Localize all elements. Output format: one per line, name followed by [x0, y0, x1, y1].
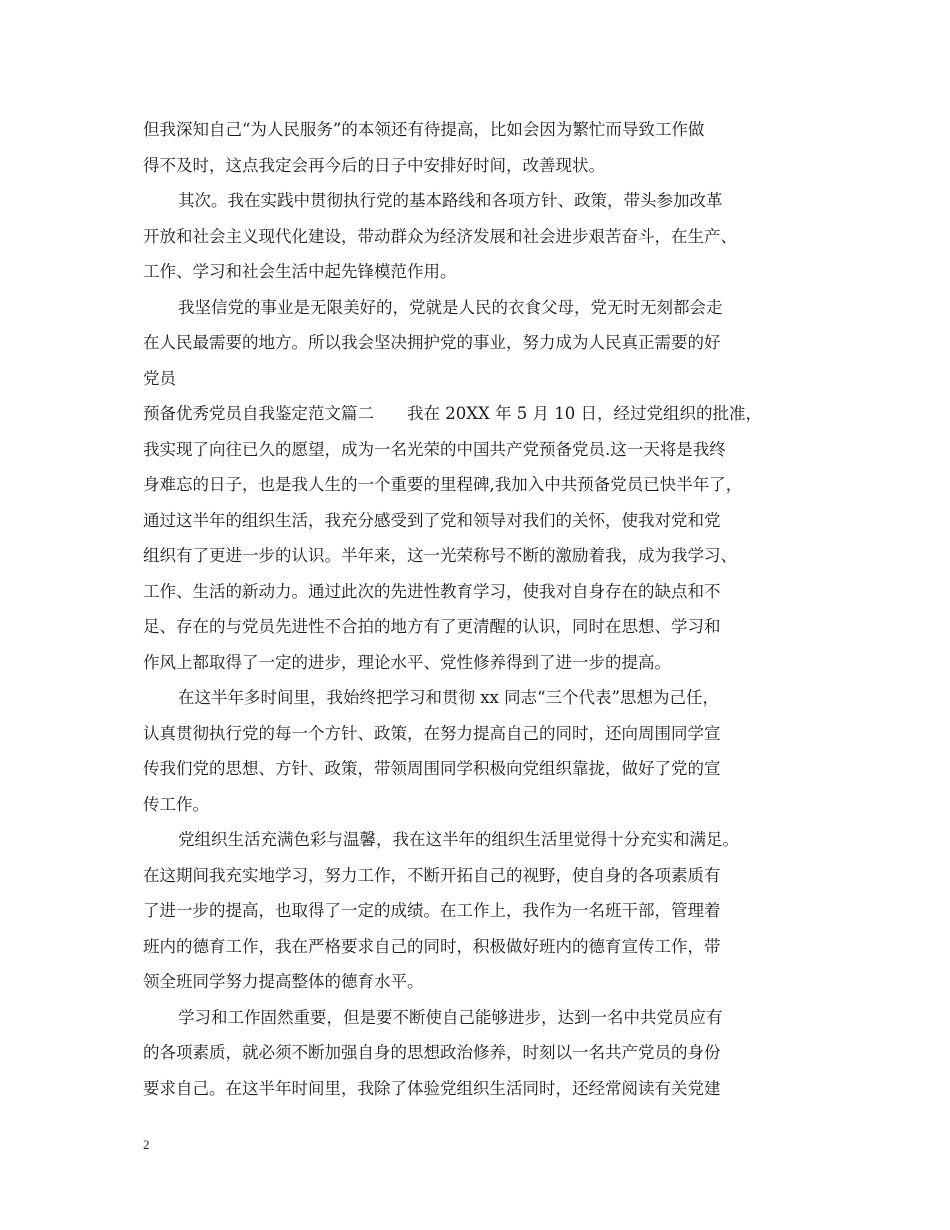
- text-line: 班内的德育工作，我在严格要求自己的同时，积极做好班内的德育宣传工作，带: [143, 936, 721, 956]
- text-line: 党组织生活充满色彩与温馨，我在这半年的组织生活里觉得十分充实和满足。: [178, 830, 739, 849]
- text-line: 开放和社会主义现代化建设，带动群众为经济发展和社会进步艰苦奋斗，在生产、: [143, 226, 737, 246]
- text-line: 作风上都取得了一定的进步，理论水平、党性修养得到了进一步的提高。: [143, 652, 671, 672]
- text-line: 其次。我在实践中贯彻执行党的基本路线和各项方针、政策，带头参加改革: [178, 191, 723, 210]
- text-line: 认真贯彻执行党的每一个方针、政策，在努力提高自己的同时，还向周围同学宣: [143, 723, 721, 743]
- text-line: 通过这半年的组织生活，我充分感受到了党和领导对我们的关怀，使我对党和党: [143, 510, 721, 530]
- text-line: 在这期间我充实地学习，努力工作，不断开拓自己的视野，使自身的各项素质有: [143, 865, 721, 885]
- text-line: 我实现了向往已久的愿望，成为一名光荣的中国共产党预备党员.这一天将是我终: [143, 439, 726, 459]
- text-line: 工作、学习和社会生活中起先锋模范作用。: [143, 262, 457, 281]
- text-line: 要求自己。在这半年时间里，我除了体验党组织生活同时，还经常阅读有关党建: [143, 1078, 721, 1098]
- text-line: 的各项素质，就必须不断加强自身的思想政治修养，时刻以一名共产党员的身份: [143, 1043, 721, 1062]
- text-line: 但我深知自己“为人民服务”的本领还有待提高，比如会因为繁忙而导致工作做: [143, 120, 705, 139]
- text-line: 了进一步的提高，也取得了一定的成绩。在工作上，我作为一名班干部，管理着: [143, 901, 721, 920]
- text-line: 预备优秀党员自我鉴定范文篇二 我在 20XX 年 5 月 10 日，经过党组织的批准，: [143, 404, 762, 423]
- text-line: 足、存在的与党员先进性不合拍的地方有了更清醒的认识，同时在思想、学习和: [143, 617, 721, 636]
- text-line: 学习和工作固然重要，但是要不断使自己能够进步，达到一名中共党员应有: [178, 1007, 723, 1027]
- text-line: 传工作。: [143, 794, 209, 814]
- document-body: [143, 112, 823, 1106]
- text-line: 党员: [143, 368, 176, 388]
- page-number: 2: [143, 1137, 150, 1152]
- text-line: 工作、生活的新动力。通过此次的先进性教育学习，使我对自身存在的缺点和不: [143, 581, 721, 601]
- text-line: 传我们党的思想、方针、政策，带领周围同学积极向党组织靠拢，做好了党的宣: [143, 759, 721, 778]
- text-line: 我坚信党的事业是无限美好的，党就是人民的衣食父母，党无时无刻都会走: [178, 297, 723, 317]
- text-line: 领全班同学努力提高整体的德育水平。: [143, 972, 424, 991]
- text-line: 在人民最需要的地方。所以我会坚决拥护党的事业，努力成为人民真正需要的好: [143, 333, 721, 352]
- text-line: 组织有了更进一步的认识。半年来，这一光荣称号不断的激励着我，成为我学习、: [143, 546, 737, 565]
- text-line: 身难忘的日子，也是我人生的一个重要的里程碑,我加入中共预备党员已快半年了，: [143, 475, 743, 494]
- text-line: 得不及时，这点我定会再今后的日子中安排好时间，改善现状。: [143, 155, 605, 175]
- text-line: 在这半年多时间里，我始终把学习和贯彻 xx 同志“三个代表”思想为己任，: [178, 688, 719, 707]
